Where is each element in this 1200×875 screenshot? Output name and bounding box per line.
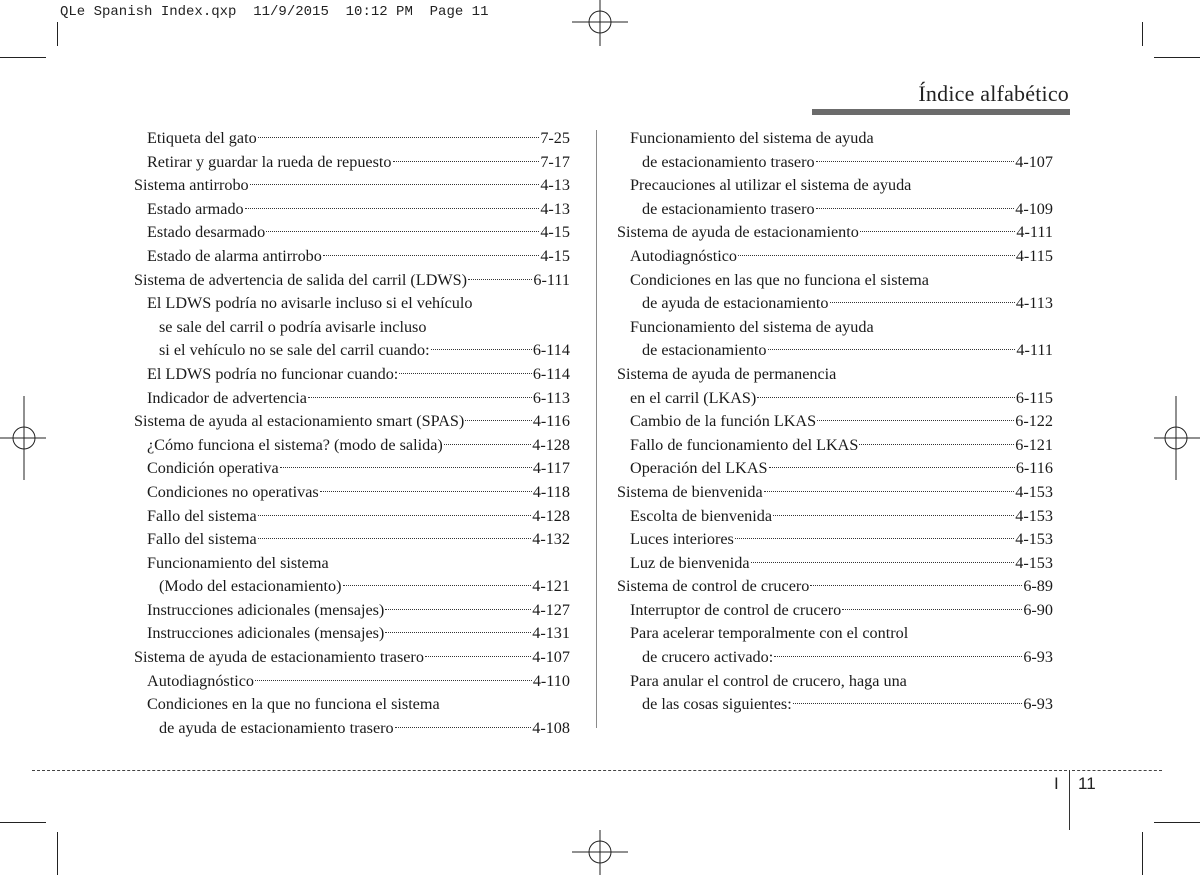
index-entry bbox=[617, 505, 1053, 529]
index-entry bbox=[617, 339, 1053, 363]
index-entry-page: 4-117 bbox=[532, 459, 570, 478]
index-entry-page: 4-107 bbox=[1015, 152, 1053, 171]
index-entry bbox=[134, 575, 570, 599]
dot-leader bbox=[860, 231, 1016, 232]
dot-leader bbox=[258, 515, 532, 516]
index-entry-page: 6-113 bbox=[532, 388, 570, 407]
index-entry-page: 4-116 bbox=[532, 412, 570, 431]
index-entry-term: en el carril (LKAS) bbox=[630, 388, 757, 407]
index-entry-page: 4-153 bbox=[1015, 482, 1053, 501]
dot-leader bbox=[425, 656, 531, 657]
index-entry bbox=[134, 717, 570, 741]
index-entry bbox=[134, 693, 570, 717]
index-entry-term: Precauciones al utilizar el sistema de ayuda bbox=[630, 176, 912, 195]
index-entry-term: ¿Cómo funciona el sistema? (modo de salida) bbox=[147, 435, 443, 454]
dot-leader bbox=[468, 279, 532, 280]
dot-leader bbox=[465, 420, 532, 421]
dot-leader bbox=[768, 349, 1016, 350]
index-entry-term: Estado desarmado bbox=[147, 223, 266, 242]
index-entry bbox=[617, 693, 1053, 717]
index-entry bbox=[617, 481, 1053, 505]
dot-leader bbox=[393, 161, 540, 162]
index-entry bbox=[134, 670, 570, 694]
index-entry bbox=[617, 127, 1053, 151]
index-entry-page: 4-118 bbox=[532, 482, 570, 501]
index-entry bbox=[617, 575, 1053, 599]
index-entry bbox=[617, 552, 1053, 576]
folio-page-number: 11 bbox=[1078, 774, 1096, 793]
index-entry-term: Operación del LKAS bbox=[630, 459, 768, 478]
index-entry-term: Sistema de ayuda al estacionamiento smart (SPAS) bbox=[134, 412, 465, 431]
index-entry-term: Estado armado bbox=[147, 199, 244, 218]
index-entry-term: Funcionamiento del sistema de ayuda bbox=[630, 317, 874, 336]
index-entry-term: Indicador de advertencia bbox=[147, 388, 307, 407]
index-entry-term: de estacionamiento bbox=[642, 341, 767, 360]
index-entry-page: 6-121 bbox=[1015, 435, 1053, 454]
index-entry-term: El LDWS podría no funcionar cuando: bbox=[147, 364, 399, 383]
crop-mark-bottom-right-v bbox=[1142, 832, 1143, 875]
index-entry-term: de estacionamiento trasero bbox=[642, 199, 815, 218]
index-entry-page: 6-89 bbox=[1023, 577, 1053, 596]
index-entry bbox=[134, 552, 570, 576]
index-entry-term: Sistema de advertencia de salida del carril (LDWS) bbox=[134, 270, 468, 289]
index-entry-term: de crucero activado: bbox=[642, 648, 774, 667]
dot-leader bbox=[280, 467, 532, 468]
registration-mark-right-icon bbox=[1154, 396, 1200, 480]
index-entry-term: Condiciones en la que no funciona el sistema bbox=[147, 695, 440, 714]
index-entry-page: 7-25 bbox=[540, 129, 570, 147]
column-divider bbox=[596, 130, 597, 728]
dot-leader bbox=[258, 538, 532, 539]
index-entry bbox=[134, 528, 570, 552]
index-entry bbox=[617, 387, 1053, 411]
index-entry-page: 4-113 bbox=[1015, 294, 1053, 313]
index-entry-page: 4-15 bbox=[540, 246, 570, 265]
dot-leader bbox=[738, 255, 1015, 256]
index-column-right bbox=[617, 127, 1053, 717]
dot-leader bbox=[444, 444, 531, 445]
index-column-left bbox=[134, 127, 570, 740]
index-entry-term: de estacionamiento trasero bbox=[642, 152, 815, 171]
index-entry-page: 4-110 bbox=[532, 671, 570, 690]
index-entry-page: 6-90 bbox=[1023, 600, 1053, 619]
index-entry-page: 6-115 bbox=[1015, 388, 1053, 407]
index-entry bbox=[617, 434, 1053, 458]
index-entry-term: Condiciones no operativas bbox=[147, 482, 319, 501]
dot-leader bbox=[757, 397, 1015, 398]
index-entry-term: Instrucciones adicionales (mensajes) bbox=[147, 600, 385, 619]
folio-divider bbox=[1069, 770, 1070, 830]
dot-leader bbox=[816, 208, 1015, 209]
index-entry-page: 7-17 bbox=[540, 152, 570, 171]
index-entry bbox=[134, 245, 570, 269]
dot-leader bbox=[431, 349, 532, 350]
section-title: Índice alfabético bbox=[918, 81, 1069, 106]
index-entry-page: 4-153 bbox=[1015, 530, 1053, 549]
footer-dashed-rule-right bbox=[1072, 770, 1162, 771]
index-entry bbox=[134, 198, 570, 222]
dot-leader bbox=[773, 515, 1014, 516]
crop-mark-bottom-right-h bbox=[1154, 822, 1200, 823]
index-entry-term: Fallo de funcionamiento del LKAS bbox=[630, 435, 859, 454]
index-entry-term: Fallo del sistema bbox=[147, 506, 257, 525]
crop-mark-bottom-left-v bbox=[57, 832, 58, 875]
index-entry-page: 6-116 bbox=[1015, 459, 1053, 478]
crop-mark-top-right-h bbox=[1154, 57, 1200, 58]
index-entry bbox=[617, 670, 1053, 694]
dot-leader bbox=[266, 231, 539, 232]
index-entry bbox=[617, 363, 1053, 387]
dot-leader bbox=[385, 632, 531, 633]
index-entry bbox=[134, 387, 570, 411]
index-entry bbox=[617, 198, 1053, 222]
index-entry-term: Cambio de la función LKAS bbox=[630, 412, 817, 431]
index-entry-term: Condiciones en las que no funciona el sistema bbox=[630, 270, 929, 289]
index-entry-page: 4-13 bbox=[540, 199, 570, 218]
index-entry bbox=[617, 151, 1053, 175]
index-entry-page: 4-128 bbox=[532, 506, 570, 525]
index-entry bbox=[134, 622, 570, 646]
dot-leader bbox=[764, 491, 1015, 492]
index-entry-term: se sale del carril o podría avisarle incluso bbox=[159, 317, 427, 336]
index-entry-term: Condición operativa bbox=[147, 459, 279, 478]
dot-leader bbox=[793, 703, 1023, 704]
index-entry bbox=[134, 339, 570, 363]
index-entry-page: 4-111 bbox=[1016, 223, 1053, 242]
index-entry-term: Autodiagnóstico bbox=[630, 246, 738, 265]
index-entry bbox=[134, 505, 570, 529]
index-entry-term: Luz de bienvenida bbox=[630, 553, 750, 572]
index-entry-page: 4-132 bbox=[532, 530, 570, 549]
index-entry-term: Luces interiores bbox=[630, 530, 734, 549]
dot-leader bbox=[735, 538, 1014, 539]
index-entry-term: Sistema antirrobo bbox=[134, 176, 249, 195]
index-entry-term: Sistema de ayuda de permanencia bbox=[617, 364, 837, 383]
index-entry bbox=[134, 151, 570, 175]
index-entry-page: 4-115 bbox=[1015, 246, 1053, 265]
index-entry-page: 6-122 bbox=[1015, 412, 1053, 431]
index-entry-term: Autodiagnóstico bbox=[147, 671, 255, 690]
index-entry-page: 4-108 bbox=[532, 718, 570, 737]
index-entry bbox=[134, 410, 570, 434]
index-entry-term: Para anular el control de crucero, haga una bbox=[630, 671, 907, 690]
dot-leader bbox=[323, 255, 539, 256]
index-entry-term: Funcionamiento del sistema de ayuda bbox=[630, 129, 874, 147]
dot-leader bbox=[751, 562, 1015, 563]
index-entry-page: 4-128 bbox=[532, 435, 570, 454]
index-entry-page: 6-114 bbox=[532, 341, 570, 360]
dot-leader bbox=[255, 680, 532, 681]
registration-mark-bottom-icon bbox=[572, 830, 628, 875]
index-entry-term: (Modo del estacionamiento) bbox=[159, 577, 342, 596]
index-entry-page: 4-109 bbox=[1015, 199, 1053, 218]
index-entry-page: 4-127 bbox=[532, 600, 570, 619]
index-entry bbox=[617, 622, 1053, 646]
dot-leader bbox=[395, 727, 532, 728]
index-entry-term: Para acelerar temporalmente con el control bbox=[630, 624, 909, 643]
index-entry bbox=[134, 481, 570, 505]
index-entry-term: Sistema de control de crucero bbox=[617, 577, 810, 596]
index-entry-page: 4-107 bbox=[532, 648, 570, 667]
index-entry-term: El LDWS podría no avisarle incluso si el vehículo bbox=[147, 294, 473, 313]
index-entry bbox=[617, 410, 1053, 434]
index-entry-term: de ayuda de estacionamiento trasero bbox=[159, 718, 394, 737]
crop-mark-top-right-v bbox=[1142, 22, 1143, 46]
index-entry-page: 4-121 bbox=[532, 577, 570, 596]
index-entry bbox=[617, 269, 1053, 293]
index-entry bbox=[134, 269, 570, 293]
registration-mark-top-icon bbox=[572, 0, 628, 46]
index-entry bbox=[134, 174, 570, 198]
section-title-bar bbox=[812, 109, 1070, 115]
index-entry-term: Instrucciones adicionales (mensajes) bbox=[147, 624, 385, 643]
index-entry bbox=[134, 457, 570, 481]
index-entry bbox=[134, 292, 570, 316]
dot-leader bbox=[320, 491, 532, 492]
crop-mark-bottom-left-h bbox=[0, 822, 46, 823]
dot-leader bbox=[258, 137, 540, 138]
index-entry-page: 4-111 bbox=[1016, 341, 1053, 360]
index-entry-page: 6-93 bbox=[1023, 648, 1053, 667]
index-entry-term: Fallo del sistema bbox=[147, 530, 257, 549]
index-entry-term: de ayuda de estacionamiento bbox=[642, 294, 829, 313]
index-entry bbox=[617, 292, 1053, 316]
dot-leader bbox=[817, 420, 1014, 421]
crop-mark-top-left-v bbox=[57, 22, 58, 46]
dot-leader bbox=[399, 373, 532, 374]
index-entry-term: Funcionamiento del sistema bbox=[147, 553, 329, 572]
index-entry bbox=[134, 221, 570, 245]
index-entry-page: 4-13 bbox=[540, 176, 570, 195]
dot-leader bbox=[816, 161, 1015, 162]
index-entry bbox=[617, 528, 1053, 552]
index-entry bbox=[617, 221, 1053, 245]
index-entry-page: 4-15 bbox=[540, 223, 570, 242]
index-entry bbox=[617, 457, 1053, 481]
index-entry-page: 4-153 bbox=[1015, 506, 1053, 525]
index-entry bbox=[134, 646, 570, 670]
index-entry-term: Sistema de bienvenida bbox=[617, 482, 763, 501]
index-entry-page: 6-111 bbox=[533, 270, 570, 289]
dot-leader bbox=[842, 609, 1022, 610]
index-entry bbox=[134, 434, 570, 458]
index-entry bbox=[617, 174, 1053, 198]
index-entry-term: de las cosas siguientes: bbox=[642, 695, 792, 714]
dot-leader bbox=[343, 585, 532, 586]
index-entry bbox=[617, 646, 1053, 670]
dot-leader bbox=[308, 397, 532, 398]
index-entry bbox=[134, 316, 570, 340]
index-entry-term: si el vehículo no se sale del carril cuando: bbox=[159, 341, 430, 360]
dot-leader bbox=[830, 302, 1015, 303]
index-entry bbox=[134, 127, 570, 151]
index-entry bbox=[617, 316, 1053, 340]
dot-leader bbox=[859, 444, 1014, 445]
folio-section-letter: I bbox=[1054, 774, 1059, 793]
dot-leader bbox=[810, 585, 1022, 586]
index-entry-term: Estado de alarma antirrobo bbox=[147, 246, 322, 265]
printer-slug-line: QLe Spanish Index.qxp 11/9/2015 10:12 PM Page 11 bbox=[60, 4, 489, 20]
index-entry bbox=[617, 245, 1053, 269]
index-entry-page: 6-114 bbox=[532, 364, 570, 383]
dot-leader bbox=[245, 208, 540, 209]
crop-mark-top-left-h bbox=[0, 57, 46, 58]
index-entry bbox=[134, 599, 570, 623]
dot-leader bbox=[769, 467, 1015, 468]
registration-mark-left-icon bbox=[0, 396, 46, 480]
index-entry-term: Sistema de ayuda de estacionamiento trasero bbox=[134, 648, 424, 667]
dot-leader bbox=[250, 184, 540, 185]
index-entry-term: Retirar y guardar la rueda de repuesto bbox=[147, 152, 392, 171]
index-entry bbox=[134, 363, 570, 387]
index-entry-page: 6-93 bbox=[1023, 695, 1053, 714]
footer-dashed-rule-left bbox=[32, 770, 1067, 771]
index-entry-page: 4-153 bbox=[1015, 553, 1053, 572]
index-entry-page: 4-131 bbox=[532, 624, 570, 643]
index-entry-term: Escolta de bienvenida bbox=[630, 506, 773, 525]
dot-leader bbox=[774, 656, 1022, 657]
index-entry-term: Sistema de ayuda de estacionamiento bbox=[617, 223, 859, 242]
index-entry bbox=[617, 599, 1053, 623]
dot-leader bbox=[385, 609, 531, 610]
index-entry-term: Etiqueta del gato bbox=[147, 129, 257, 147]
index-entry-term: Interruptor de control de crucero bbox=[630, 600, 842, 619]
